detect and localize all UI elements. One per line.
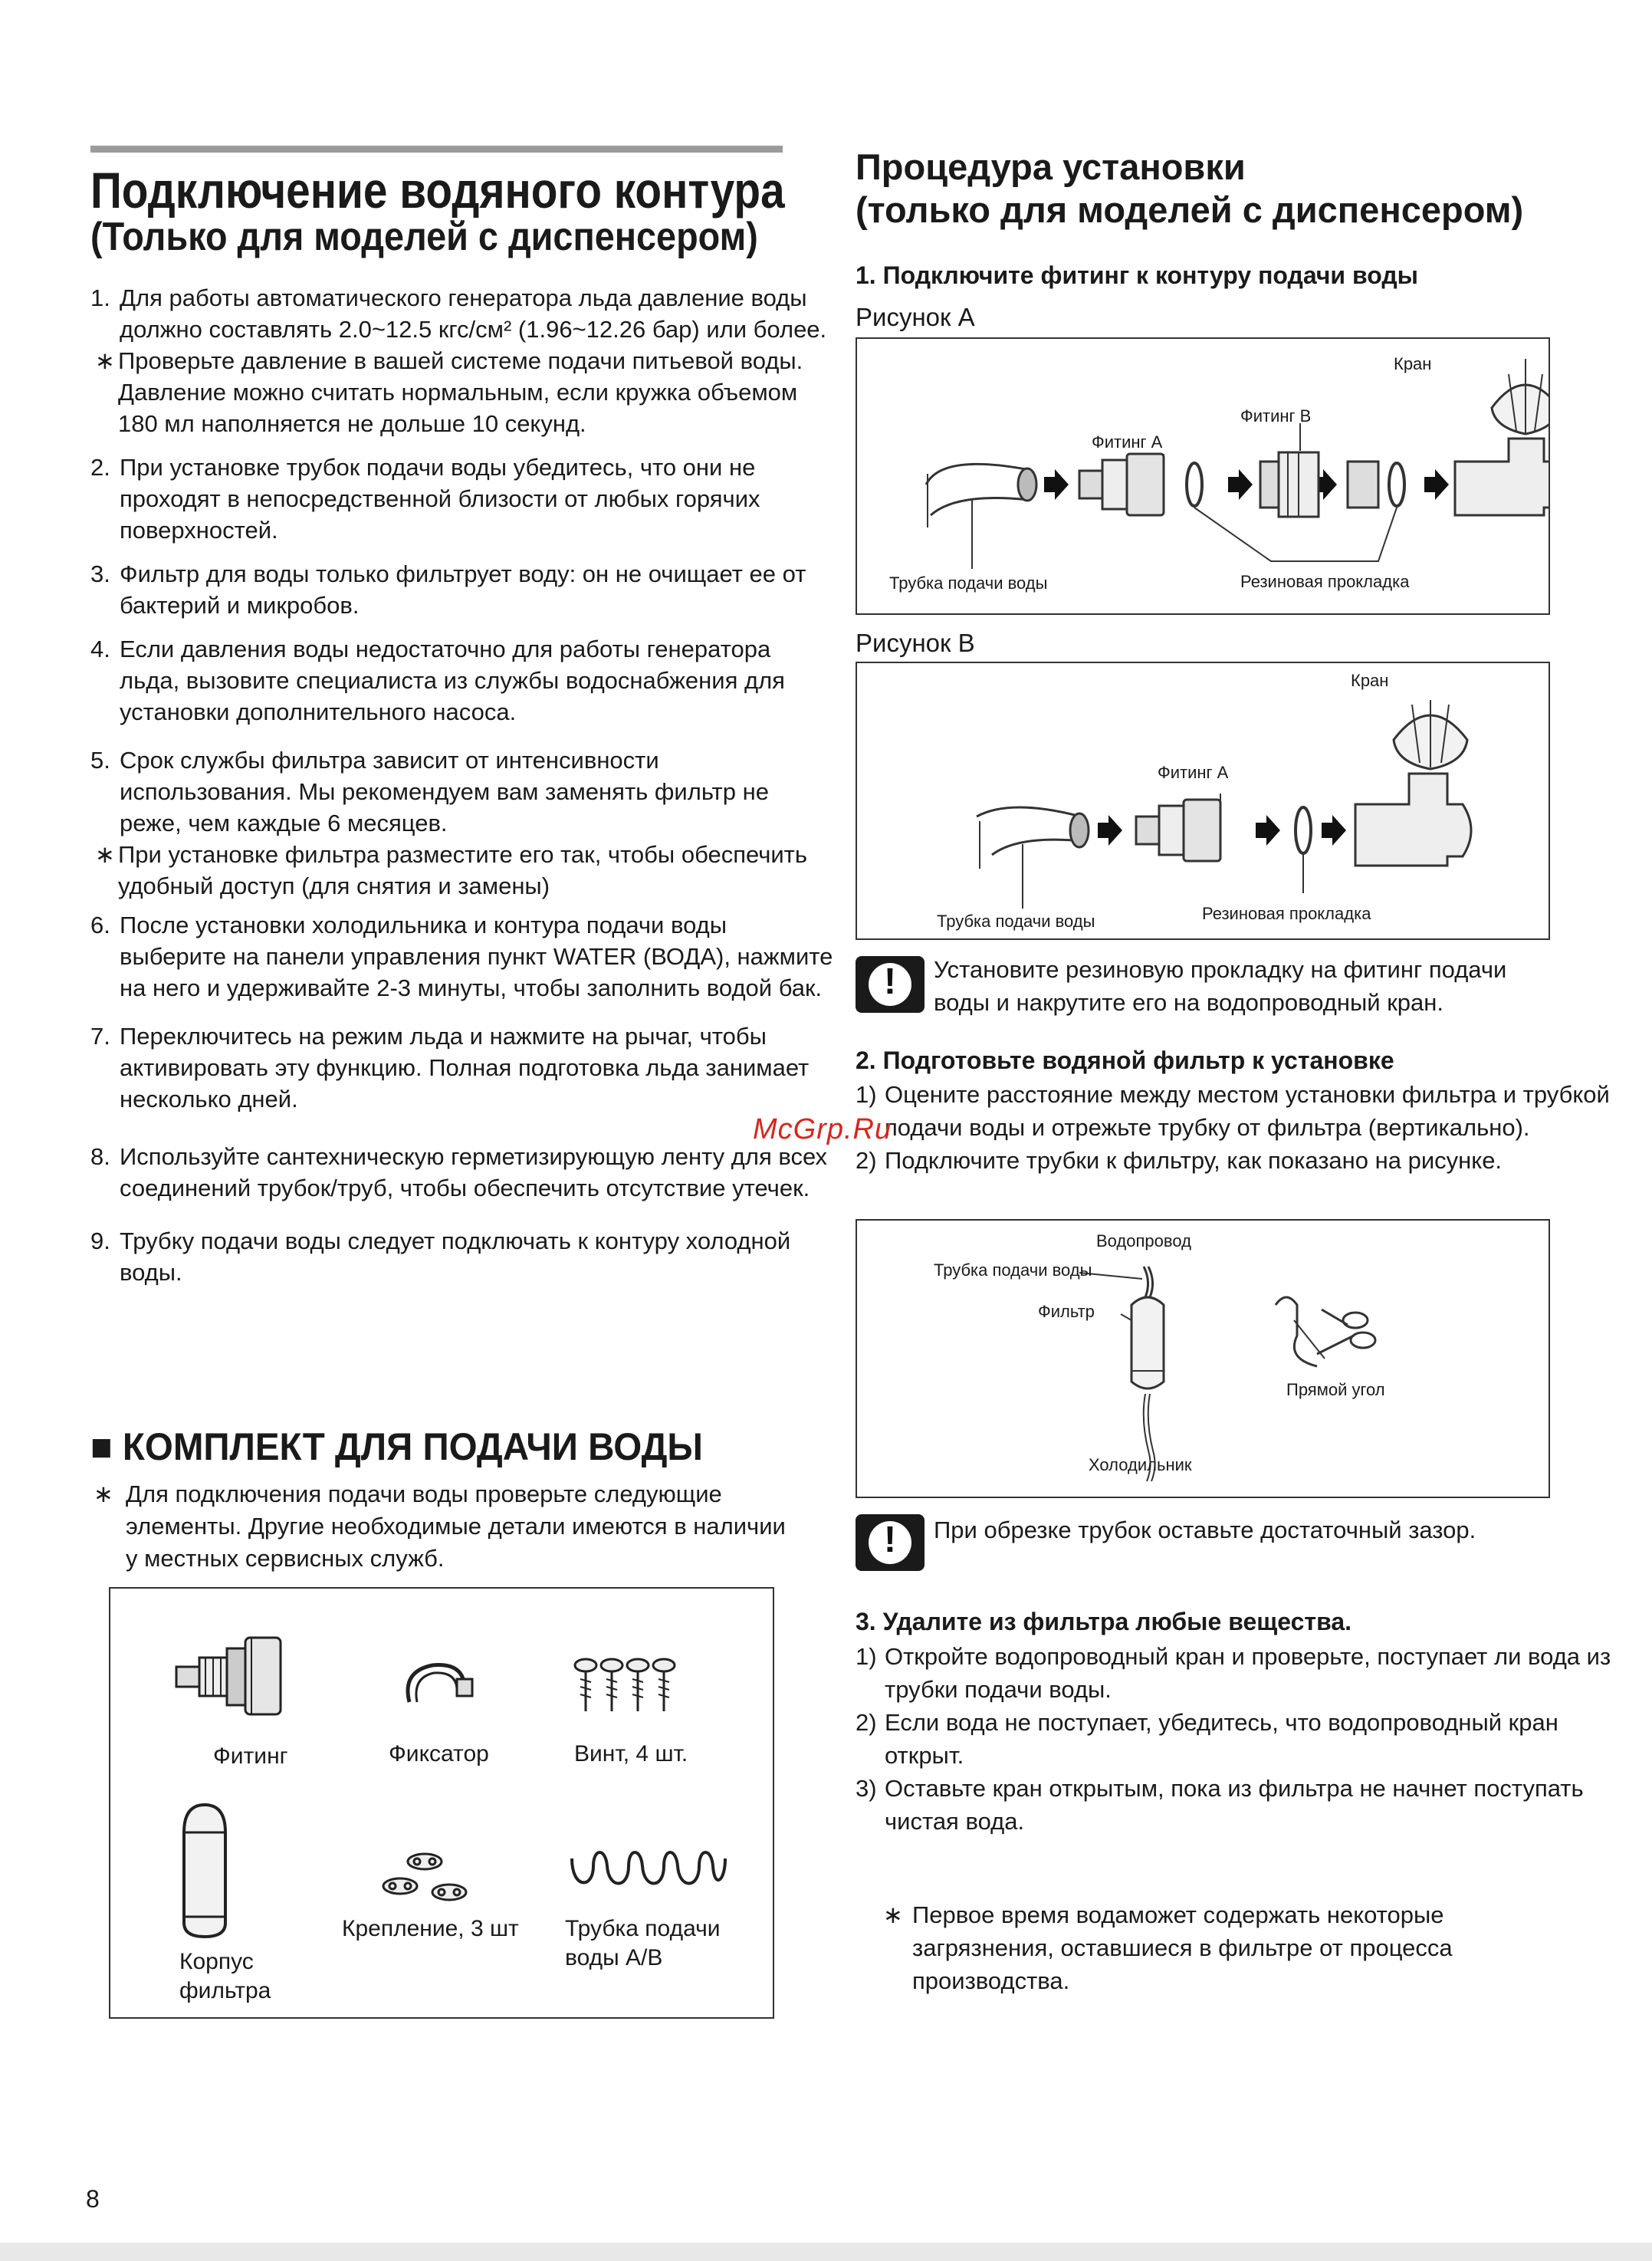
screws-icon	[570, 1655, 685, 1716]
list-item: 1) Откройте водопроводный кран и проверьте, поступает ли вода из трубки подачи воды.	[856, 1643, 1611, 1703]
list-item: 5. Срок службы фильтра зависит от интенсивности использования. Мы рекомендуем вам заменять фильтр не реже, чем каждые 6 месяцев.	[90, 747, 769, 836]
clamp-icon	[394, 1656, 478, 1710]
list-item: 2) Подключите трубки к фильтру, как показано на рисунке.	[856, 1147, 1503, 1174]
list-note: ∗ Проверьте давление в вашей системе подачи питьевой воды. Давление можно считать нормальным, если кружка объемом 180 мл наполняется не дольше 10 секунд.	[95, 347, 803, 437]
kit-filter-label-1: Корпус	[179, 1949, 254, 1974]
list-item: 1) Оцените расстояние между местом установки фильтра и трубкой подачи воды и отрежьте трубку от фильтра (вертикально).	[856, 1081, 1610, 1141]
kit-fitting-label: Фитинг	[213, 1743, 288, 1769]
list-item: 3) Оставьте кран открытым, пока из фильтра не начнет поступать чистая вода.	[856, 1775, 1584, 1835]
watermark: McGrp.Ru	[753, 1113, 892, 1145]
figure-b-tube-label: Трубка подачи воды	[937, 912, 1095, 931]
fitting-icon	[175, 1635, 297, 1719]
warning-icon: !	[856, 956, 925, 1013]
figure-b-valve-label: Кран	[1351, 671, 1389, 690]
figure-b-gasket-label: Резиновая прокладка	[1202, 904, 1371, 923]
step1-title: 1. Подключите фитинг к контуру подачи воды	[856, 261, 1418, 289]
figure-a-fitting-a-label: Фитинг А	[1092, 432, 1163, 452]
figure-c-supply-label: Водопровод	[1096, 1231, 1191, 1250]
filter-housing-icon	[178, 1802, 232, 1940]
list-item: 2) Если вода не поступает, убедитесь, что водопроводный кран открыт.	[856, 1709, 1558, 1769]
bottom-band	[0, 2243, 1652, 2261]
tube-coil-icon	[567, 1843, 728, 1897]
mount-clips-icon	[379, 1849, 486, 1911]
kit-title: ■ КОМПЛЕКТ ДЛЯ ПОДАЧИ ВОДЫ	[90, 1425, 703, 1468]
figure-c-tube-label: Трубка подачи воды	[934, 1260, 1092, 1280]
kit-screws-label: Винт, 4 шт.	[574, 1741, 688, 1766]
warning-text-cut: При обрезке трубок оставьте достаточный зазор.	[934, 1517, 1476, 1543]
list-item: 2. При установке трубок подачи воды убедитесь, что они не проходят в непосредственной близости от любых горячих поверхностей.	[90, 454, 760, 544]
warning-text-gasket: Установите резиновую прокладку на фитинг подачи воды и накрутите его на водопроводный кран.	[934, 956, 1507, 1016]
warning-icon: !	[856, 1514, 925, 1571]
kit-note: ∗ Для подключения подачи воды проверьте следующие элементы. Другие необходимые детали имеются в наличии у местных сервисных служб.	[94, 1480, 786, 1572]
figure-c-angle-label: Прямой угол	[1286, 1380, 1385, 1399]
step3-title: 3. Удалите из фильтра любые вещества.	[856, 1608, 1352, 1635]
title-rule	[90, 146, 783, 153]
figure-a	[856, 337, 1550, 615]
kit-tube-label-2: воды A/B	[565, 1945, 663, 1970]
list-item: 9. Трубку подачи воды следует подключать к контуру холодной воды.	[90, 1227, 791, 1286]
figure-a-caption: Рисунок А	[856, 303, 975, 331]
figure-b-fitting-a-label: Фитинг А	[1158, 763, 1229, 782]
figure-a-fitting-b-label: Фитинг B	[1240, 406, 1312, 426]
list-item: 6. После установки холодильника и контура подачи воды выберите на панели управления пункт WATER (ВОДА), нажмите на него и удерживайте 2-3 минуты, чтобы заполнить водой бак.	[90, 912, 833, 1001]
figure-b-caption: Рисунок В	[856, 629, 975, 657]
list-item: 1. Для работы автоматического генератора льда давление воды должно составлять 2.0~12.5 кгс/см² (1.96~12.26 бар) или более.	[90, 284, 827, 343]
list-item: 8. Используйте сантехническую герметизирующую ленту для всех соединений трубок/труб, чтобы обеспечить отсутствие утечек.	[90, 1143, 828, 1201]
list-item: 7. Переключитесь на режим льда и нажмите на рычаг, чтобы активировать эту функцию. Полная подготовка льда занимает несколько дней.	[90, 1023, 810, 1112]
final-note: ∗ Первое время водаможет содержать некоторые загрязнения, оставшиеся в фильтре от процесса производства.	[883, 1901, 1453, 1994]
step3-list	[856, 1640, 1622, 1838]
step2-title: 2. Подготовьте водяной фильтр к установке	[856, 1047, 1394, 1074]
instructions-list	[90, 282, 834, 1288]
page-title: Подключение водяного контура	[90, 162, 785, 219]
figure-a-gasket-label: Резиновая прокладка	[1240, 572, 1410, 591]
step2-list	[856, 1078, 1622, 1177]
figure-c-filter-label: Фильтр	[1038, 1302, 1095, 1321]
page-subtitle: (Только для моделей с диспенсером)	[90, 215, 758, 259]
list-item: 4. Если давления воды недостаточно для работы генератора льда, вызовите специалиста из службы водоснабжения для установки дополнительного насоса.	[90, 636, 785, 725]
figure-a-valve-label: Кран	[1394, 354, 1432, 373]
kit-filter-label-2: фильтра	[179, 1978, 271, 2003]
figure-c-fridge-label: Холодильник	[1089, 1455, 1192, 1474]
kit-clamp-label: Фиксатор	[389, 1741, 489, 1766]
kit-tube-label-1: Трубка подачи	[565, 1916, 721, 1941]
kit-contents-box	[109, 1587, 774, 2019]
figure-b	[856, 662, 1550, 940]
list-note: ∗ При установке фильтра разместите его так, чтобы обеспечить удобный доступ (для снятия и замены)	[95, 841, 808, 899]
page-number: 8	[86, 2185, 100, 2213]
list-item: 3. Фильтр для воды только фильтрует воду: он не очищает ее от бактерий и микробов.	[90, 560, 806, 619]
figure-a-tube-label: Трубка подачи воды	[889, 573, 1048, 593]
procedure-title: Процедура установки (только для моделей с диспенсером)	[856, 146, 1524, 230]
kit-mount-label: Крепление, 3 шт	[342, 1916, 519, 1941]
figure-c	[856, 1219, 1550, 1498]
